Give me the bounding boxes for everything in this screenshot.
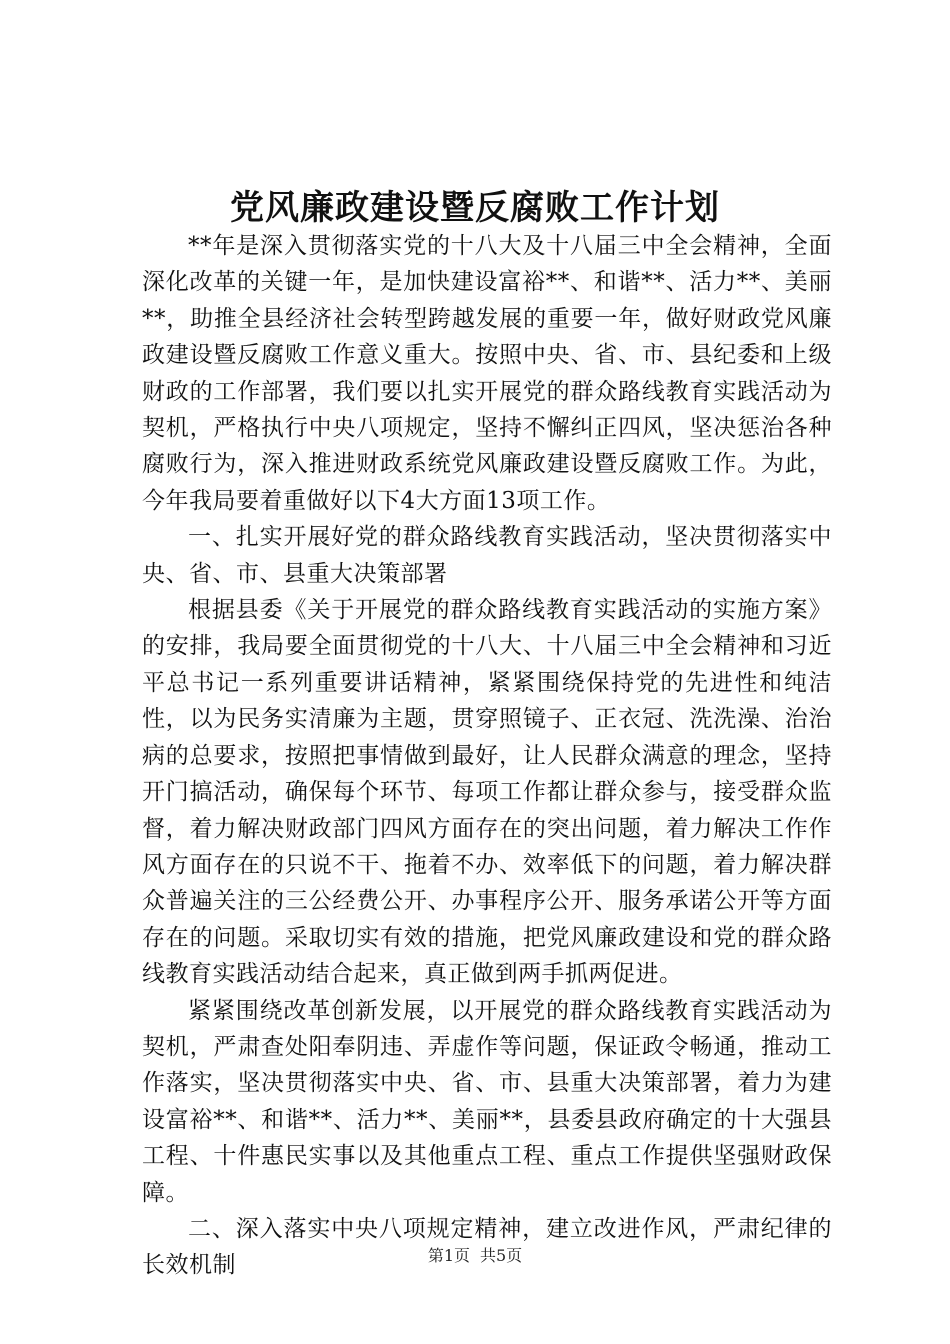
paragraph-section-1-detail: 根据县委《关于开展党的群众路线教育实践活动的实施方案》的安排，我局要全面贯彻党的十八大、十八届三中全会精神和习近平总书记一系列重要讲话精神，紧紧围绕保持党的先进性和纯洁性，以为民务实清廉为主题，贯穿照镜子、正衣冠、洗洗澡、治治病的总要求，按照把事情做到最好，让人民群众满意的理念，坚持开门搞活动，确保每个环节、每项工作都让群众参与，接受群众监督，着力解决财政部门四风方面存在的突出问题，着力解决工作作风方面存在的只说不干、拖着不办、效率低下的问题，着力解决群众普遍关注的三公经费公开、办事程序公开、服务承诺公开等方面存在的问题。采取切实有效的措施，把党风廉政建设和党的群众路线教育实践活动结合起来，真正做到两手抓两促进。 <box>142 597 832 988</box>
paragraph-section-1-reform: 紧紧围绕改革创新发展，以开展党的群众路线教育实践活动为契机，严肃查处阳奉阴违、弄虚作等问题，保证政令畅通，推动工作落实，坚决贯彻落实中央、省、市、县重大决策部署，着力为建设富裕**、和谐**、活力**、美丽**，县委县政府确定的十大强县工程、十件惠民实事以及其他重点工程、重点工作提供坚强财政保障。 <box>142 997 832 1206</box>
page-number: 第1页 <box>427 1246 470 1265</box>
section-heading-2: 二、深入落实中央八项规定精神，建立改进作风，严肃纪律的长效机制 <box>142 1215 832 1279</box>
document-title: 党风廉政建设暨反腐败工作计划 <box>230 188 720 228</box>
page-footer <box>0 1246 950 1266</box>
paragraph-intro: **年是深入贯彻落实党的十八大及十八届三中全会精神，全面深化改革的关键一年，是加快建设富裕**、和谐**、活力**、美丽**，助推全县经济社会转型跨越发展的重要一年，做好财政党风廉政建设暨反腐败工作意义重大。按照中央、省、市、县纪委和上级财政的工作部署，我们要以扎实开展党的群众路线教育实践活动为契机，严格执行中央八项规定，坚持不懈纠正四风，坚决惩治各种腐败行为，深入推进财政系统党风廉政建设暨反腐败工作。为此，今年我局要着重做好以下4大方面13项工作。 <box>142 233 832 514</box>
page-count: 共5页 <box>480 1246 523 1265</box>
section-heading-1: 一、扎实开展好党的群众路线教育实践活动，坚决贯彻落实中央、省、市、县重大决策部署 <box>142 524 832 587</box>
document-body <box>142 228 832 1284</box>
